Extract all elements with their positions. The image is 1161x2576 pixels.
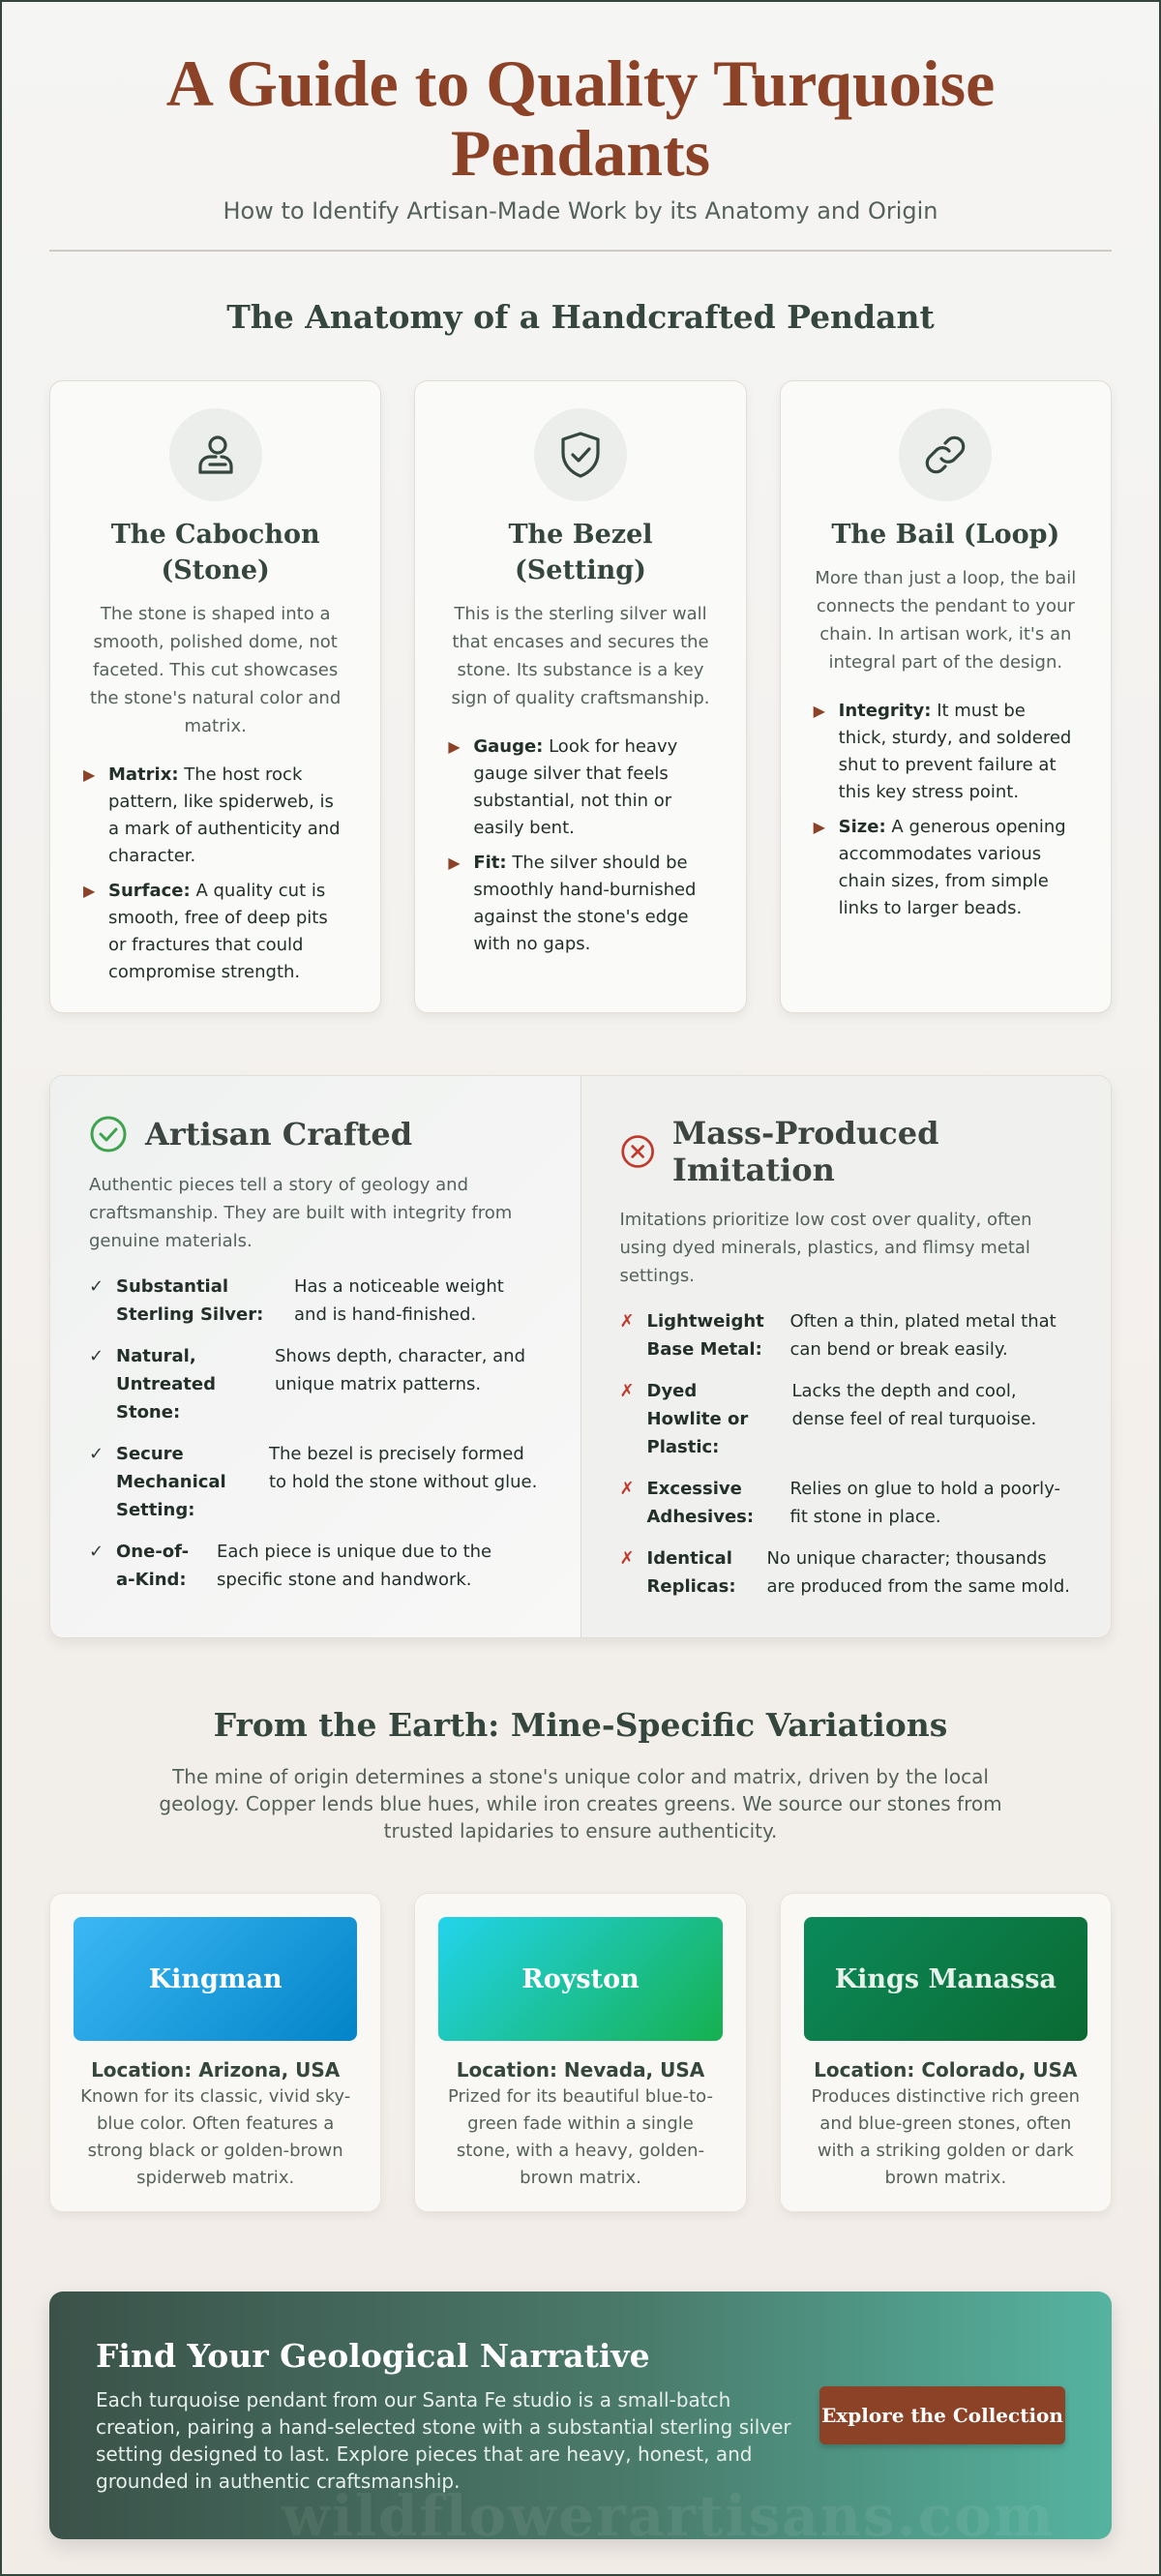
mines-section: [2, 1706, 1159, 2212]
page-header: [2, 2, 1159, 252]
check-icon: ✓: [89, 1542, 104, 1562]
feature-item: [83, 878, 347, 986]
card-title: The Bail (Loop): [831, 520, 1060, 550]
x-circle-icon: [620, 1132, 655, 1171]
triangle-bullet-icon: ▶: [813, 818, 825, 836]
feature-text: A generous opening accommodates various chain sizes, from simple links to larger beads.: [838, 817, 1066, 918]
item-label: Lightweight Base Metal:: [646, 1311, 764, 1360]
item-text: Relies on glue to hold a poorly-fit stone in place.: [789, 1479, 1061, 1527]
mine-swatch: Kingman: [74, 1917, 357, 2041]
mine-location: Location: Colorado, USA: [814, 2058, 1078, 2082]
triangle-bullet-icon: ▶: [448, 737, 461, 756]
feature-item: [814, 814, 1078, 922]
card-description: The stone is shaped into a smooth, polished dome, not faceted. This cut showcases the stone's natural color and matrix.: [90, 604, 342, 736]
mine-card-kingman: [49, 1893, 381, 2212]
x-icon: ✗: [619, 1479, 635, 1499]
anatomy-card-bail: [780, 380, 1112, 1013]
mine-location: Location: Arizona, USA: [91, 2058, 341, 2082]
feature-item: [448, 734, 712, 842]
link-icon: [899, 408, 992, 501]
triangle-bullet-icon: ▶: [83, 765, 96, 784]
imitation-title: Mass-Produced Imitation: [671, 1115, 939, 1188]
imitation-description: Imitations prioritize low cost over quality, often using dyed minerals, plastics, and flimsy metal settings.: [619, 1210, 1032, 1286]
item-text: No unique character; thousands are produced from the same mold.: [766, 1548, 1071, 1597]
card-title: The Cabochon (Stone): [110, 520, 320, 585]
comparison-panel: [49, 1075, 1112, 1638]
stone-icon: [169, 408, 262, 501]
feature-label: Size:: [838, 817, 886, 837]
mine-swatch: Royston: [438, 1917, 722, 2041]
x-icon: ✗: [619, 1311, 635, 1332]
item-label: Secure Mechanical Setting:: [116, 1444, 226, 1520]
feature-label: Integrity:: [838, 701, 932, 721]
feature-label: Surface:: [108, 881, 191, 901]
item-text: The bezel is precisely formed to hold the stone without glue.: [269, 1444, 538, 1492]
feature-text: A quality cut is smooth, free of deep pits or fractures that could compromise strength.: [108, 881, 328, 982]
item-text: Shows depth, character, and unique matrix patterns.: [275, 1346, 526, 1394]
check-icon: ✓: [89, 1276, 104, 1297]
cta-text: [96, 2337, 792, 2495]
feature-list: [814, 698, 1078, 922]
item-label: Dyed Howlite or Plastic:: [646, 1381, 749, 1457]
anatomy-cards: [49, 380, 1112, 1013]
mine-description: Produces distinctive rich green and blue-green stones, often with a striking golden or dark brown matrix.: [811, 2086, 1081, 2188]
anatomy-heading: The Anatomy of a Handcrafted Pendant: [226, 298, 935, 336]
shield-check-icon: [534, 408, 627, 501]
x-icon: ✗: [619, 1548, 635, 1569]
item-label: Excessive Adhesives:: [646, 1479, 755, 1527]
anatomy-card-bezel: [414, 380, 746, 1013]
watermark: wildflowerartisans.com: [282, 2483, 1056, 2539]
feature-label: Gauge:: [473, 736, 544, 757]
item-text: Has a noticeable weight and is hand-finished.: [294, 1276, 504, 1325]
feature-item: [814, 698, 1078, 806]
triangle-bullet-icon: ▶: [448, 854, 461, 872]
x-icon: ✗: [619, 1381, 635, 1401]
item-label: One-of-a-Kind:: [116, 1542, 190, 1590]
feature-text: Look for heavy gauge silver that feels substantial, not thin or easily bent.: [473, 736, 678, 838]
card-title: The Bezel (Setting): [508, 520, 653, 585]
feature-text: The host rock pattern, like spiderweb, is a mark of authenticity and character.: [108, 764, 341, 866]
card-description: More than just a loop, the bail connects the pendant to your chain. In artisan work, it's an integral part of the design.: [815, 568, 1077, 673]
artisan-item: [89, 1342, 542, 1426]
imitation-item: [620, 1475, 1073, 1531]
feature-list: [83, 762, 347, 986]
mine-description: Prized for its beautiful blue-to-green fade within a single stone, with a heavy, golden-brown matrix.: [447, 2086, 713, 2188]
feature-item: [448, 850, 712, 958]
artisan-list: [89, 1273, 542, 1594]
mine-swatch: Kings Manassa: [804, 1917, 1087, 2041]
mines-description: The mine of origin determines a stone's unique color and matrix, driven by the local geology. Copper lends blue hues, while iron creates greens. We source our stones from trusted lapidaries to ensure authenticity.: [159, 1765, 1002, 1842]
feature-text: It must be thick, sturdy, and soldered shut to prevent failure at this key stress point.: [838, 701, 1072, 802]
mine-card-kings-manassa: [780, 1893, 1112, 2212]
mine-card-royston: [414, 1893, 746, 2212]
check-icon: ✓: [89, 1444, 104, 1464]
anatomy-card-cabochon: [49, 380, 381, 1013]
imitation-item: [620, 1307, 1073, 1363]
cta-body: Each turquoise pendant from our Santa Fe studio is a small-batch creation, pairing a hand-selected stone with a substantial sterling silver setting designed to last. Explore pieces that are heavy, honest, and grounded in authentic craftsmanship.: [96, 2387, 791, 2493]
item-text: Often a thin, plated metal that can bend or break easily.: [789, 1311, 1057, 1360]
feature-label: Fit:: [473, 853, 507, 873]
check-circle-icon: [89, 1115, 128, 1153]
artisan-title: Artisan Crafted: [145, 1116, 413, 1153]
imitation-item: [620, 1377, 1073, 1461]
feature-list: [448, 734, 712, 958]
artisan-item: [89, 1538, 542, 1594]
imitation-header: [620, 1115, 1073, 1188]
feature-text: The silver should be smoothly hand-burnished against the stone's edge with no gaps.: [473, 853, 697, 954]
item-text: Lacks the depth and cool, dense feel of real turquoise.: [791, 1381, 1037, 1429]
mines-heading: From the Earth: Mine-Specific Variations: [213, 1706, 948, 1744]
explore-collection-button[interactable]: Explore the Collection: [819, 2386, 1065, 2444]
item-label: Identical Replicas:: [646, 1548, 736, 1597]
imitation-item: [620, 1544, 1073, 1601]
mine-description: Known for its classic, vivid sky-blue color. Often features a strong black or golden-brown spiderweb matrix.: [80, 2086, 351, 2188]
page-subtitle: How to Identify Artisan-Made Work by its Anatomy and Origin: [223, 197, 938, 225]
cta-banner: [49, 2291, 1112, 2539]
artisan-column: [50, 1076, 581, 1637]
card-description: This is the sterling silver wall that encases and secures the stone. Its substance is a key sign of quality craftsmanship.: [451, 604, 710, 708]
mine-cards: [49, 1893, 1112, 2212]
triangle-bullet-icon: ▶: [83, 882, 96, 900]
item-label: Substantial Sterling Silver:: [116, 1276, 264, 1325]
artisan-header: [89, 1115, 542, 1153]
artisan-item: [89, 1273, 542, 1329]
cta-title: Find Your Geological Narrative: [96, 2336, 650, 2375]
item-text: Each piece is unique due to the specific stone and handwork.: [217, 1542, 492, 1590]
item-label: Natural, Untreated Stone:: [116, 1346, 216, 1423]
imitation-list: [620, 1307, 1073, 1601]
triangle-bullet-icon: ▶: [813, 702, 825, 720]
check-icon: ✓: [89, 1346, 104, 1366]
anatomy-section: [2, 298, 1159, 1013]
feature-label: Matrix:: [108, 764, 179, 785]
mine-location: Location: Nevada, USA: [456, 2058, 705, 2082]
artisan-description: Authentic pieces tell a story of geology and craftsmanship. They are built with integrity from genuine materials.: [89, 1175, 513, 1251]
artisan-item: [89, 1440, 542, 1524]
imitation-column: [581, 1076, 1112, 1637]
header-divider: [49, 250, 1112, 252]
page-title: A Guide to Quality Turquoise Pendants: [165, 46, 996, 190]
feature-item: [83, 762, 347, 870]
